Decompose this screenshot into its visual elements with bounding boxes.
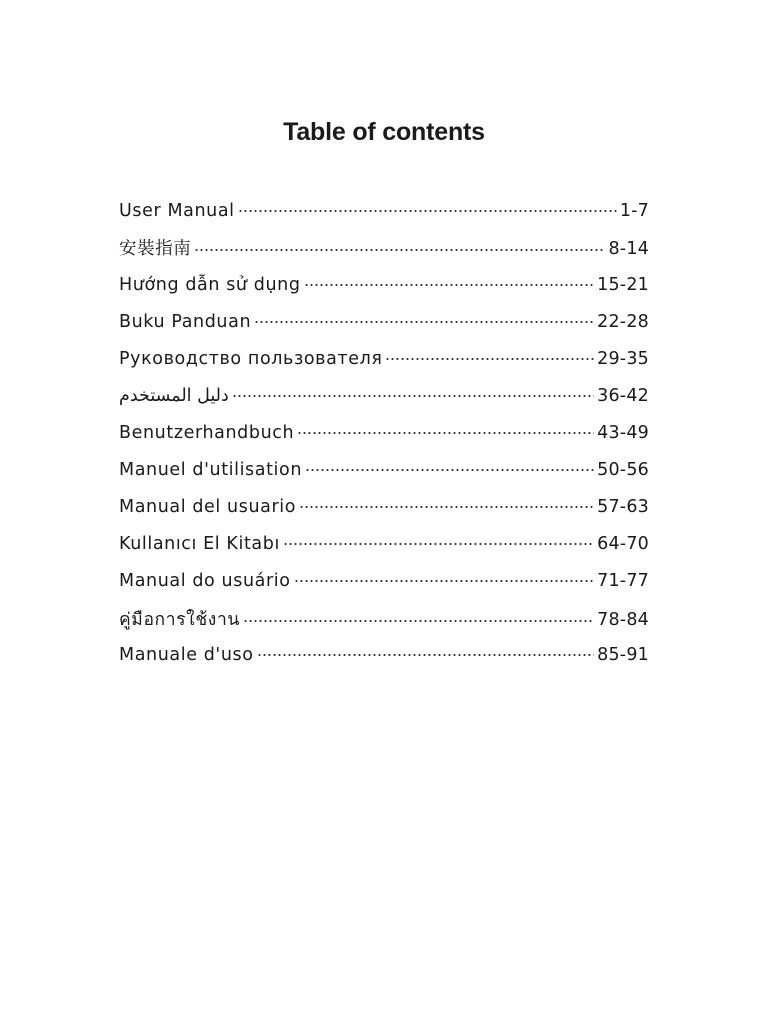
toc-entry-pages: 57-63 bbox=[597, 496, 649, 517]
toc-entry-russian bbox=[119, 346, 649, 383]
dot-leader bbox=[304, 274, 595, 292]
toc-entry-label: 安裝指南 bbox=[119, 239, 192, 259]
toc-entry-pages: 36-42 bbox=[597, 385, 649, 406]
dot-leader bbox=[385, 348, 594, 366]
toc-entry-user-manual bbox=[119, 198, 649, 235]
toc-entry-label: Manuel d'utilisation bbox=[119, 459, 303, 480]
dot-leader bbox=[299, 496, 594, 514]
toc-entry-arabic bbox=[119, 383, 649, 420]
dot-leader bbox=[297, 422, 594, 440]
toc-entry-pages: 64-70 bbox=[597, 533, 649, 554]
dot-leader bbox=[305, 459, 594, 477]
toc-entry-chinese bbox=[119, 235, 649, 272]
dot-leader bbox=[232, 385, 594, 403]
toc-entry-indonesian bbox=[119, 309, 649, 346]
toc-entry-label: คู่มือการใช้งาน bbox=[119, 610, 240, 630]
dot-leader bbox=[194, 239, 605, 257]
toc-entry-french bbox=[119, 457, 649, 494]
toc-entry-label: Kullanıcı El Kitabı bbox=[119, 533, 280, 554]
toc-entry-pages: 22-28 bbox=[597, 311, 649, 332]
toc-entry-vietnamese bbox=[119, 272, 649, 309]
toc-entry-label: Manuale d'uso bbox=[119, 644, 254, 665]
toc-entry-pages: 1-7 bbox=[619, 200, 649, 221]
toc-entry-label: Benutzerhandbuch bbox=[119, 422, 295, 443]
dot-leader bbox=[243, 610, 594, 628]
toc-entry-spanish bbox=[119, 494, 649, 531]
toc-entry-pages: 43-49 bbox=[597, 422, 649, 443]
toc-entry-label: Manual del usuario bbox=[119, 496, 297, 517]
toc-entry-pages: 78-84 bbox=[597, 610, 649, 630]
toc-entry-portuguese bbox=[119, 568, 649, 605]
toc-entry-label: دليل المستخدم bbox=[119, 385, 229, 406]
toc-entry-pages: 29-35 bbox=[597, 348, 649, 369]
toc-entry-pages: 85-91 bbox=[597, 644, 649, 665]
toc-entry-pages: 50-56 bbox=[597, 459, 649, 480]
toc-entry-label: Buku Panduan bbox=[119, 311, 252, 332]
toc-entry-turkish bbox=[119, 531, 649, 568]
toc-entry-pages: 15-21 bbox=[597, 274, 649, 295]
dot-leader bbox=[238, 200, 617, 218]
toc-entry-label: Hướng dẫn sử dụng bbox=[119, 274, 301, 295]
toc-entry-thai bbox=[119, 605, 649, 642]
toc-entry-pages: 71-77 bbox=[597, 570, 649, 591]
toc-entry-german bbox=[119, 420, 649, 457]
dot-leader bbox=[257, 644, 595, 662]
page-title: Table of contents bbox=[283, 118, 485, 146]
dot-leader bbox=[283, 533, 594, 551]
toc-entry-italian bbox=[119, 642, 649, 679]
toc-entry-label: Manual do usuário bbox=[119, 570, 291, 591]
toc-entry-label: Руководство пользователя bbox=[119, 348, 383, 369]
dot-leader bbox=[294, 570, 595, 588]
dot-leader bbox=[254, 311, 594, 329]
toc-entry-label: User Manual bbox=[119, 200, 235, 221]
toc-entry-pages: 8-14 bbox=[608, 239, 649, 259]
table-of-contents bbox=[119, 198, 649, 679]
